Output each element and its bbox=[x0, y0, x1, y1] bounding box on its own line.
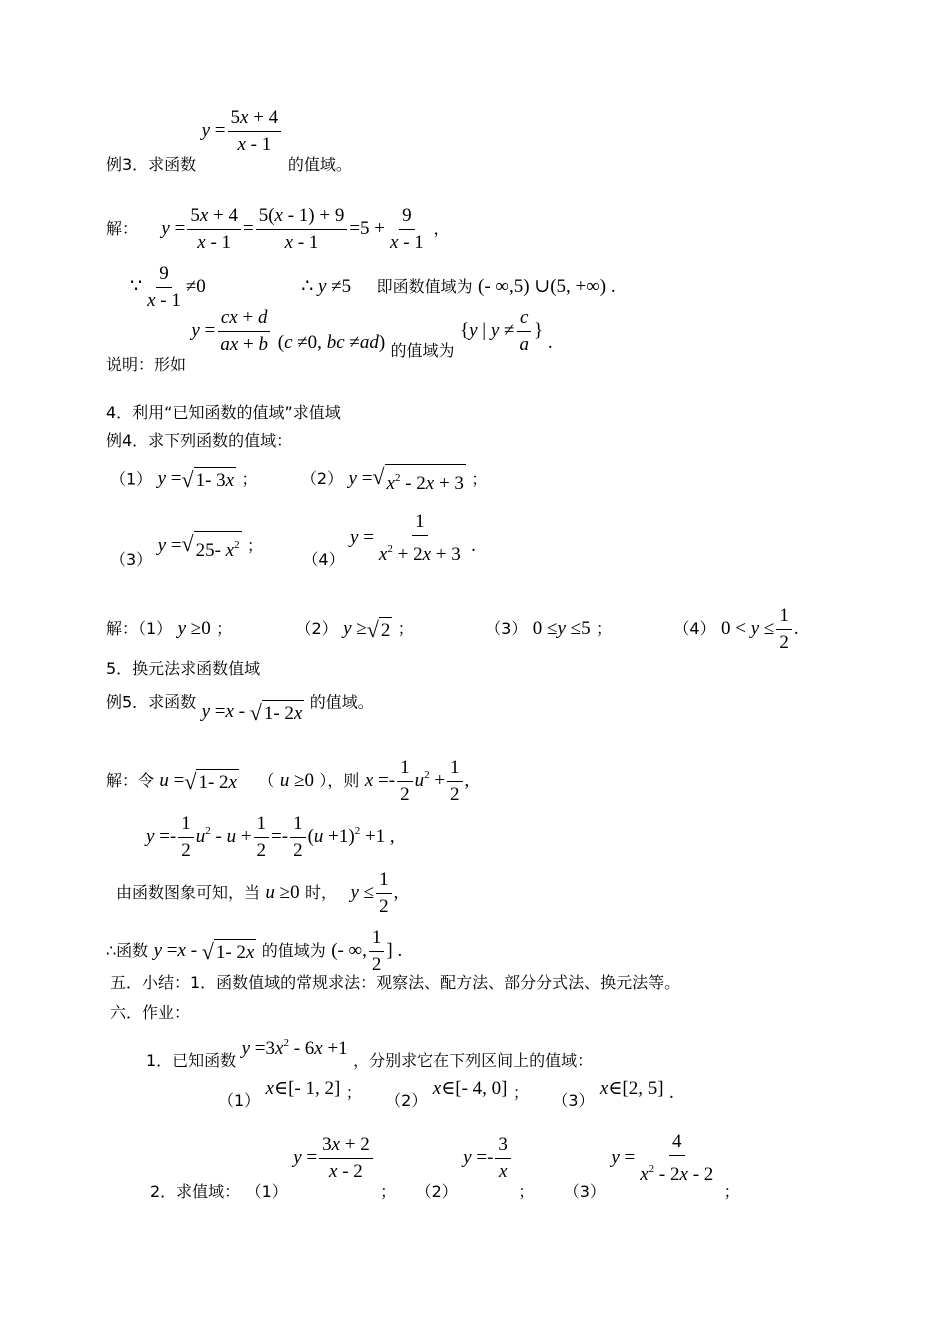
semicolon: ； bbox=[595, 618, 612, 638]
homework-q2 bbox=[150, 1131, 740, 1203]
semicolon: ； bbox=[397, 618, 414, 638]
substitution: u = √ 1- 2x bbox=[159, 768, 237, 794]
solution-5-step3 bbox=[116, 868, 398, 919]
conclusion-mid: 的值域为 bbox=[261, 940, 326, 960]
conclusion-function: y =x - √ 1- 2x bbox=[153, 938, 255, 964]
semicolon: ； bbox=[247, 535, 264, 555]
therefore-expression: ∴ y ≠5 bbox=[301, 275, 352, 297]
example-3-suffix: 的值域。 bbox=[287, 154, 352, 174]
section-5-title: 5．换元法求函数值域 bbox=[106, 659, 261, 678]
semicolon: ； bbox=[471, 469, 488, 489]
range-text: 即函数值域为 bbox=[376, 276, 473, 296]
solution-4-label: 解：（1） bbox=[106, 618, 173, 638]
range-value: (- ∞,5) ∪(5, +∞) . bbox=[478, 275, 616, 297]
q2-item-2-label: （2） bbox=[415, 1181, 458, 1201]
comma: ， bbox=[433, 218, 450, 238]
q2-function-3: y = $\frac{4}{x^2 - 2x - 2}$ bbox=[611, 1131, 714, 1185]
item-1-function: y = √ 1- 3x bbox=[157, 467, 235, 492]
homework-q1 bbox=[146, 1036, 593, 1072]
solution-5-label: 解：令 bbox=[106, 770, 155, 790]
semicolon: ； bbox=[518, 1181, 535, 1201]
solution-3-equation: y = $\frac{5x + 4}{x - 1}$ = $\frac{5(x - 1) + 9}{x - 1}$ =5 + $\frac{9}{x - 1}$ bbox=[161, 205, 424, 253]
note-mid: 的值域为 bbox=[390, 340, 455, 360]
example-3-label: 例3．求函数 bbox=[106, 154, 197, 174]
paren-close: ），则 bbox=[319, 770, 360, 790]
solution-3-step1 bbox=[106, 204, 450, 255]
graph-condition: u ≥0 bbox=[265, 881, 300, 903]
note-prefix: 说明：形如 bbox=[106, 354, 187, 374]
section-4-title: 4．利用“已知函数的值域”求值域 bbox=[106, 403, 341, 422]
answer-2-label: （2） bbox=[295, 618, 338, 638]
interval-1-label: （1） bbox=[218, 1091, 261, 1110]
summary-line: 五．小结：1．函数值域的常规求法：观察法、配方法、部分分式法、换元法等。 bbox=[110, 973, 681, 992]
solution-3-label: 解： bbox=[106, 218, 139, 238]
semicolon: ； bbox=[512, 1083, 529, 1102]
paren-open: （ bbox=[258, 770, 275, 790]
q2-function-2: y =- $\frac{3}{x}$ bbox=[463, 1147, 513, 1168]
item-4-label: （4） bbox=[302, 549, 345, 569]
period: . bbox=[668, 1082, 674, 1103]
q1-function: $y =3x^2 - 6x +1$ bbox=[241, 1037, 348, 1059]
note-condition: (c ≠0, bc ≠ad) bbox=[277, 331, 386, 353]
answer-3: 0 ≤y ≤5 bbox=[532, 617, 591, 639]
item-4-function: y = $\frac{1}{x^2 + 2x + 3}$ bbox=[350, 511, 461, 565]
graph-result: y ≤ $\frac{1}{2}$ , bbox=[350, 869, 399, 917]
interval-2-label: （2） bbox=[385, 1091, 428, 1110]
interval-2: x∈[- 4, 0] bbox=[432, 1078, 508, 1099]
semicolon: ； bbox=[216, 618, 233, 638]
item-3-label: （3） bbox=[110, 549, 153, 569]
answer-3-label: （3） bbox=[485, 618, 528, 638]
answer-2: y ≥ √ 2 bbox=[343, 616, 391, 642]
solution-5-step1 bbox=[106, 756, 469, 807]
q2-function-1: y = $\frac{3x + 2}{x - 2}$ bbox=[293, 1147, 375, 1168]
semicolon: ； bbox=[345, 1083, 362, 1102]
x-expression: x =- $\frac{1}{2}$ $u^2$ + $\frac{1}{2}$ , bbox=[364, 757, 470, 805]
example-5-suffix: 的值域。 bbox=[309, 692, 374, 712]
note-range: {y | y ≠ $\frac{c}{a}$ } bbox=[459, 307, 548, 355]
conclusion-range: (- ∞, $\frac{1}{2}$ ] . bbox=[331, 927, 403, 975]
semicolon: ； bbox=[380, 1181, 397, 1201]
solution-3-note bbox=[106, 307, 553, 376]
item-2-label: （2） bbox=[300, 469, 344, 489]
example-5-line bbox=[106, 690, 374, 725]
item-1-label: （1） bbox=[110, 469, 153, 489]
homework-title: 六．作业： bbox=[110, 1003, 191, 1022]
semicolon: ； bbox=[241, 469, 258, 489]
example-4-row1 bbox=[110, 464, 487, 496]
example-3-function: y = $\frac{5x + 4}{x - 1}$ bbox=[202, 120, 288, 141]
note-function: y = $\frac{cx + d}{ax + b}$ bbox=[191, 320, 277, 341]
answer-4: 0 < y ≤ $\frac{1}{2}$ . bbox=[721, 605, 799, 653]
answer-4-label: （4） bbox=[673, 618, 716, 638]
example-4-row2 bbox=[110, 511, 476, 575]
period: . bbox=[547, 331, 553, 353]
substitution-condition: u ≥0 bbox=[279, 769, 314, 791]
q2-prefix: 2．求值域： bbox=[150, 1181, 241, 1201]
item-3-function: y = √ 25- $x^2$ bbox=[157, 530, 240, 561]
graph-text: 由函数图象可知，当 bbox=[116, 882, 261, 902]
when-text: 时， bbox=[305, 882, 338, 902]
answer-1: y ≥0 bbox=[177, 617, 211, 639]
interval-3-label: （3） bbox=[552, 1091, 595, 1110]
example-5-label: 例5．求函数 bbox=[106, 692, 197, 712]
solution-5-step2 bbox=[146, 812, 395, 863]
example-4-label: 例4．求下列函数的值域： bbox=[106, 431, 293, 450]
solution-4 bbox=[106, 604, 799, 655]
interval-1: x∈[- 1, 2] bbox=[265, 1078, 341, 1099]
q2-item-1-label: （1） bbox=[245, 1181, 288, 1201]
solution-3-because bbox=[130, 262, 616, 313]
period: . bbox=[471, 534, 476, 556]
y-expression: y =- $\frac{1}{2}$ $u^2$ - u + $\frac{1}{2}$ =- $\frac{1}{2}$ $(u +1)^2 +1$ , bbox=[146, 813, 395, 861]
solution-5-conclusion bbox=[106, 926, 402, 977]
semicolon: ； bbox=[723, 1181, 740, 1201]
interval-3: x∈[2, 5] bbox=[599, 1078, 664, 1099]
q2-item-3-label: （3） bbox=[563, 1181, 606, 1201]
homework-q1-intervals bbox=[218, 1078, 674, 1112]
q1-suffix: ，分别求它在下列区间上的值域： bbox=[353, 1051, 594, 1070]
example-5-function: y =x - √ 1- 2x bbox=[201, 700, 303, 725]
example-3-line bbox=[106, 107, 352, 176]
because-expression: ∵ $\frac{9}{x - 1}$ ≠0 bbox=[130, 263, 206, 311]
item-2-function: y = √ $x^2 - 2x + 3$ bbox=[348, 464, 464, 494]
q1-prefix: 1．已知函数 bbox=[146, 1051, 237, 1070]
conclusion-prefix: ∴函数 bbox=[106, 940, 149, 960]
